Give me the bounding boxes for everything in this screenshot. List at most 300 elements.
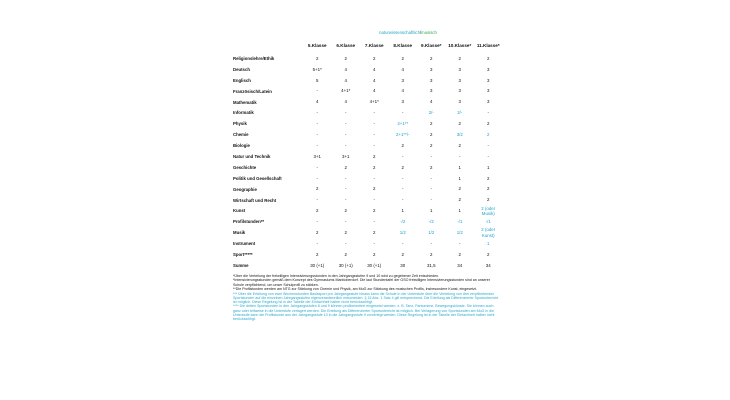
hours-value: 3 xyxy=(487,77,490,83)
hours-value: 2 xyxy=(430,164,433,170)
hours-value: 2 xyxy=(401,164,404,170)
hours-cell xyxy=(332,184,361,195)
header-grade: 9.Klasse* xyxy=(421,43,442,48)
hours-value: 2 xyxy=(458,251,461,257)
hours-cell xyxy=(303,195,332,206)
hours-cell xyxy=(446,86,475,97)
hours-cell xyxy=(474,162,503,173)
hours-value: 3 xyxy=(458,88,461,94)
table-row xyxy=(233,260,503,271)
hours-value: - xyxy=(430,153,432,159)
hours-cell xyxy=(389,216,418,227)
hours-cell xyxy=(360,64,389,75)
hours-cell xyxy=(474,75,503,86)
hours-value: 30 (+1) xyxy=(338,262,353,268)
legend-separator: / xyxy=(419,30,422,35)
hours-cell xyxy=(303,107,332,118)
hours-cell xyxy=(303,173,332,184)
hours-cell xyxy=(446,238,475,249)
hours-value: 3 xyxy=(458,66,461,72)
hours-value: 2 xyxy=(316,55,319,61)
hours-value: - xyxy=(373,110,375,116)
hours-cell xyxy=(360,205,389,216)
hours-cell xyxy=(417,107,446,118)
hours-value: 2 xyxy=(487,55,490,61)
hours-value: 1 xyxy=(458,208,461,214)
hours-value: 4 xyxy=(316,99,319,105)
hours-cell xyxy=(446,53,475,64)
hours-cell xyxy=(389,173,418,184)
hours-value: 2 xyxy=(344,164,347,170)
header-grade: 6.Klasse xyxy=(336,43,356,48)
hours-cell xyxy=(446,216,475,227)
hours-value: 2 xyxy=(344,251,347,257)
hours-value: 30 (+1) xyxy=(310,262,325,268)
hours-cell xyxy=(332,86,361,97)
hours-cell xyxy=(389,118,418,129)
hours-value: 3 xyxy=(458,99,461,105)
footnote: *Über die Verteilung der freiwilligen Intensivierungsstunden in den Jahrgangsstufen 9 und 10 wird zu gegebener Zeit entschieden. xyxy=(233,273,440,278)
hours-cell xyxy=(332,260,361,271)
subject-label: Chemie xyxy=(233,132,249,138)
hours-cell xyxy=(474,97,503,108)
hours-value: - xyxy=(316,164,318,170)
table-row xyxy=(233,64,503,75)
hours-cell xyxy=(446,195,475,206)
hours-value: 2 xyxy=(373,186,376,192)
hours-cell xyxy=(389,249,418,260)
hours-value: 34 xyxy=(485,262,491,268)
hours-value: 3 xyxy=(430,66,433,72)
hours-cell xyxy=(389,227,418,238)
subject-label: Biologie xyxy=(233,143,250,149)
table-row xyxy=(233,195,503,206)
hours-cell xyxy=(446,249,475,260)
hours-cell xyxy=(389,195,418,206)
hours-value: 30 (+1) xyxy=(367,262,382,268)
hours-cell xyxy=(474,86,503,97)
hours-value: 2 xyxy=(458,186,461,192)
hours-cell xyxy=(303,129,332,140)
hours-cell xyxy=(446,118,475,129)
hours-value: 2 xyxy=(430,121,433,127)
hours-value: - xyxy=(459,153,461,159)
hours-cell xyxy=(417,227,446,238)
table-row xyxy=(233,227,503,238)
hours-value: - xyxy=(316,88,318,94)
hours-cell xyxy=(332,195,361,206)
hours-cell xyxy=(332,173,361,184)
hours-value: 5 xyxy=(316,77,319,83)
header-subject xyxy=(233,43,303,53)
subject-label: Religionslehre/Ethik xyxy=(233,55,275,61)
hours-value: 2 xyxy=(373,251,376,257)
hours-value: 3/2 xyxy=(456,131,463,137)
hours-cell xyxy=(389,260,418,271)
hours-value: 3+1 xyxy=(313,153,321,159)
hours-value: - xyxy=(316,197,318,203)
hours-value: 4+1* xyxy=(341,88,351,94)
subject-label: Wirtschaft und Recht xyxy=(233,197,277,203)
hours-value: 2 xyxy=(458,197,461,203)
hours-cell xyxy=(417,205,446,216)
hours-value: 2/- xyxy=(428,110,434,116)
table-row xyxy=(233,86,503,97)
hours-value: - xyxy=(345,121,347,127)
subject-label: Sport***** xyxy=(233,251,253,257)
hours-value: 1 xyxy=(458,175,461,181)
hours-value: 31,5 xyxy=(426,262,436,268)
hours-cell xyxy=(303,249,332,260)
hours-value: 2+1** xyxy=(397,121,409,127)
hours-cell xyxy=(474,238,503,249)
hours-value: 2 (oder Musik) xyxy=(481,205,496,216)
hours-cell xyxy=(360,260,389,271)
hours-value: 3 xyxy=(430,88,433,94)
hours-cell xyxy=(303,97,332,108)
hours-cell xyxy=(446,173,475,184)
hours-cell xyxy=(360,238,389,249)
hours-value: -/2 xyxy=(400,219,406,225)
hours-value: 2 xyxy=(430,131,433,137)
hours-value: - xyxy=(373,175,375,181)
hours-value: 2 xyxy=(373,55,376,61)
hours-cell xyxy=(417,86,446,97)
subject-label: Summe xyxy=(233,262,249,268)
footnote: *** Über die Erteilung von zwei Wochenstunden Basissport pro Jahrgangsstufe hinaus kann die Schule in der Unterstufe über die Verteilung von drei verpflichtenden Sportstunden auf die einzelnen Jahrgangsstufen eigenverantwortlich entscheiden. § 15 Abs. 1 Satz 4 gilt entsprechend. Die Erteilung als Differenzierter Sportunterricht ist möglich. Diese Regelung ist in der Tabelle der Einfachheit halber nicht berücksichtigt. xyxy=(233,291,499,304)
hours-value: - xyxy=(402,197,404,203)
hours-cell xyxy=(417,118,446,129)
hours-value: - xyxy=(430,175,432,181)
hours-cell xyxy=(303,151,332,162)
hours-value: 4+1* xyxy=(369,99,379,105)
table-row xyxy=(233,118,503,129)
hours-cell xyxy=(389,140,418,151)
hours-value: 2 xyxy=(430,251,433,257)
table-row xyxy=(233,151,503,162)
hours-cell xyxy=(389,86,418,97)
hours-cell xyxy=(360,129,389,140)
hours-cell xyxy=(360,151,389,162)
hours-cell xyxy=(332,107,361,118)
table-row xyxy=(233,184,503,195)
hours-cell xyxy=(332,118,361,129)
hours-cell xyxy=(360,107,389,118)
profile-legend xyxy=(313,30,503,35)
hours-cell xyxy=(389,162,418,173)
hours-value: 4 xyxy=(344,77,347,83)
hours-value: - xyxy=(345,186,347,192)
subject-label: Geschichte xyxy=(233,164,257,170)
hours-value: 34 xyxy=(457,262,463,268)
hours-cell xyxy=(474,173,503,184)
hours-cell xyxy=(446,162,475,173)
hours-cell xyxy=(360,216,389,227)
hours-cell xyxy=(332,64,361,75)
hours-value: 4 xyxy=(373,66,376,72)
subject-label: Geographie xyxy=(233,186,257,192)
hours-cell xyxy=(389,64,418,75)
hours-value: - xyxy=(316,175,318,181)
hours-cell xyxy=(417,195,446,206)
hours-value: 2 xyxy=(487,131,490,137)
hours-value: -/1 xyxy=(485,219,491,225)
hours-cell xyxy=(474,205,503,216)
hours-value: 1/2 xyxy=(399,229,406,235)
hours-value: 2 xyxy=(316,186,319,192)
hours-value: - xyxy=(345,219,347,225)
hours-value: 3 xyxy=(401,99,404,105)
subject-label: Englisch xyxy=(233,77,251,83)
hours-cell xyxy=(446,129,475,140)
hours-cell xyxy=(360,97,389,108)
hours-value: 3 xyxy=(487,99,490,105)
hours-cell xyxy=(332,162,361,173)
hours-value: 2 xyxy=(458,142,461,148)
hours-cell xyxy=(474,53,503,64)
hours-cell xyxy=(417,184,446,195)
hours-value: - xyxy=(402,240,404,246)
hours-value: - xyxy=(345,197,347,203)
hours-value: 2 xyxy=(458,55,461,61)
hours-cell xyxy=(360,118,389,129)
hours-value: - xyxy=(430,197,432,203)
hours-value: 2 xyxy=(373,153,376,159)
subject-label: Physik xyxy=(233,121,247,127)
header-grade: 7.Klasse xyxy=(364,43,384,48)
hours-value: 2/- xyxy=(457,110,463,116)
hours-cell xyxy=(303,140,332,151)
hours-cell xyxy=(474,64,503,75)
hours-cell xyxy=(474,227,503,238)
table-row xyxy=(233,97,503,108)
hours-cell xyxy=(360,162,389,173)
hours-value: 3 xyxy=(487,88,490,94)
hours-cell xyxy=(360,86,389,97)
hours-cell xyxy=(332,249,361,260)
hours-cell xyxy=(417,151,446,162)
hours-value: - xyxy=(316,219,318,225)
hours-cell xyxy=(446,227,475,238)
hours-value: 3 xyxy=(401,77,404,83)
hours-cell xyxy=(303,75,332,86)
timetable-grid xyxy=(233,43,503,271)
hours-cell xyxy=(417,75,446,86)
table-row xyxy=(233,53,503,64)
hours-cell xyxy=(474,129,503,140)
hours-value: 3 xyxy=(487,66,490,72)
hours-cell xyxy=(332,129,361,140)
hours-cell xyxy=(303,184,332,195)
hours-value: 2 xyxy=(344,229,347,235)
hours-cell xyxy=(417,260,446,271)
hours-cell xyxy=(417,129,446,140)
hours-value: - xyxy=(373,142,375,148)
hours-value: -/2 xyxy=(428,219,434,225)
hours-value: - xyxy=(316,110,318,116)
hours-cell xyxy=(303,238,332,249)
hours-value: 1 xyxy=(430,208,433,214)
hours-cell xyxy=(332,97,361,108)
subject-label: Profilstunden** xyxy=(233,219,265,225)
hours-cell xyxy=(474,140,503,151)
hours-value: 30 xyxy=(400,262,406,268)
hours-cell xyxy=(446,75,475,86)
hours-value: - xyxy=(316,131,318,137)
subject-label: Natur und Technik xyxy=(233,153,271,159)
hours-value: 2 xyxy=(401,55,404,61)
hours-value: - xyxy=(373,219,375,225)
hours-value: 2 xyxy=(401,251,404,257)
hours-value: 2 xyxy=(487,175,490,181)
hours-value: 4 xyxy=(401,66,404,72)
table-row xyxy=(233,162,503,173)
hours-cell xyxy=(389,238,418,249)
subject-label: Instrument xyxy=(233,241,256,247)
hours-value: - xyxy=(316,121,318,127)
hours-value: 4 xyxy=(401,88,404,94)
hours-cell xyxy=(303,118,332,129)
hours-value: - xyxy=(459,240,461,246)
hours-cell xyxy=(417,53,446,64)
hours-cell xyxy=(446,205,475,216)
hours-cell xyxy=(417,97,446,108)
hours-value: - xyxy=(430,186,432,192)
hours-cell xyxy=(360,173,389,184)
header-grade: 8.Klasse xyxy=(393,43,413,48)
hours-cell xyxy=(360,75,389,86)
hours-cell xyxy=(474,107,503,118)
footnote: **Die Profilstunden werden am NTG zur Stärkung von Chemie und Physik, am MuG zur Stärkung des musischen Profils, insbesondere Kunst, eingesetzt. xyxy=(233,287,477,292)
hours-cell xyxy=(332,205,361,216)
hours-value: 2 (oder Kunst) xyxy=(481,227,496,238)
hours-value: 2 xyxy=(487,251,490,257)
legend-music: musisch xyxy=(421,30,437,35)
hours-cell xyxy=(303,227,332,238)
subject-label: Mathematik xyxy=(233,99,257,105)
hours-cell xyxy=(417,162,446,173)
hours-cell xyxy=(417,216,446,227)
hours-cell xyxy=(360,227,389,238)
header-row xyxy=(233,43,503,53)
hours-value: - xyxy=(316,142,318,148)
hours-value: 2 xyxy=(373,229,376,235)
hours-value: - xyxy=(402,153,404,159)
hours-value: 4 xyxy=(430,99,433,105)
hours-value: 1 xyxy=(487,240,490,246)
hours-value: - xyxy=(316,240,318,246)
hours-value: - xyxy=(487,153,489,159)
hours-value: 4 xyxy=(344,66,347,72)
footnote: **** Die dritten Sportstunden in den Jahrgangsstufen 8 und 9 können profilorientiert eingesetzt werden, z. B. Tanz, Pantomime, Bewegungskünste. Sie können auch ganz oder teilweise in die Unterstufe verlagert werden. Die Erteilung als Differenzierter Sportunterricht ist möglich. Bei Verlagerung von Sportstunden am MuG in die Unterstufe kann die Profilstunde aus der Jahrgangsstufe 10 in die Jahrgangsstufe 9 vorverlegt werden. Diese Regelung ist in der Tabelle der Einfachheit halber nicht berücksichtigt. xyxy=(233,304,495,321)
table-row xyxy=(233,238,503,249)
hours-cell xyxy=(303,162,332,173)
hours-cell xyxy=(389,205,418,216)
hours-cell xyxy=(474,118,503,129)
header-grade: 11.Klasse* xyxy=(476,43,500,48)
hours-cell xyxy=(474,260,503,271)
hours-value: - xyxy=(430,240,432,246)
hours-value: - xyxy=(402,110,404,116)
hours-value: 2 xyxy=(487,121,490,127)
hours-cell xyxy=(332,53,361,64)
table-row xyxy=(233,173,503,184)
subject-label: Informatik xyxy=(233,110,254,116)
hours-cell xyxy=(474,151,503,162)
hours-cell xyxy=(446,184,475,195)
hours-cell xyxy=(360,53,389,64)
hours-value: 3+1 xyxy=(342,153,350,159)
hours-value: 1/2 xyxy=(456,229,463,235)
hours-value: 2+1**/- xyxy=(395,131,410,137)
hours-cell xyxy=(360,140,389,151)
hours-cell xyxy=(332,216,361,227)
hours-value: - xyxy=(373,131,375,137)
hours-value: - xyxy=(487,110,489,116)
table-row xyxy=(233,140,503,151)
hours-cell xyxy=(303,260,332,271)
hours-value: 2 xyxy=(344,208,347,214)
hours-cell xyxy=(446,140,475,151)
hours-cell xyxy=(417,140,446,151)
hours-value: 1 xyxy=(458,164,461,170)
hours-cell xyxy=(332,238,361,249)
table-row xyxy=(233,129,503,140)
hours-cell xyxy=(332,75,361,86)
hours-cell xyxy=(417,173,446,184)
hours-value: - xyxy=(373,240,375,246)
table-row xyxy=(233,205,503,216)
hours-value: - xyxy=(487,142,489,148)
hours-value: 2 xyxy=(430,55,433,61)
hours-value: - xyxy=(345,175,347,181)
hours-value: 4 xyxy=(373,77,376,83)
hours-value: 1 xyxy=(487,164,490,170)
hours-cell xyxy=(474,216,503,227)
hours-value: 3 xyxy=(458,77,461,83)
footnotes xyxy=(233,274,501,321)
hours-value: 1/2 xyxy=(428,229,435,235)
hours-cell xyxy=(303,86,332,97)
hours-cell xyxy=(360,195,389,206)
hours-value: - xyxy=(402,175,404,181)
hours-value: - xyxy=(373,197,375,203)
hours-cell xyxy=(360,249,389,260)
hours-cell xyxy=(446,107,475,118)
subject-label: Musik xyxy=(233,230,246,236)
hours-value: 4 xyxy=(344,99,347,105)
hours-cell xyxy=(474,249,503,260)
hours-cell xyxy=(332,151,361,162)
hours-value: 2 xyxy=(373,208,376,214)
hours-cell xyxy=(389,184,418,195)
hours-cell xyxy=(474,184,503,195)
table-row xyxy=(233,75,503,86)
hours-value: 2 xyxy=(316,208,319,214)
subject-label: Französisch/Latein xyxy=(233,88,272,94)
hours-cell xyxy=(332,140,361,151)
footnote: *Intensivierungsstunden gemäß dem Konzept des Gymnasiums Marktoberdorf. Die laut Stundentafel der GSO freiwilligen Intensivierungsstunden sind an unserer Schule verpflichtend, um unser Schulprofil zu stärken. xyxy=(233,278,490,287)
hours-cell xyxy=(303,64,332,75)
hours-cell xyxy=(417,238,446,249)
hours-value: 2 xyxy=(344,55,347,61)
hours-cell xyxy=(389,107,418,118)
subject-label: Kunst xyxy=(233,208,246,214)
header-grade: 10.Klasse* xyxy=(448,43,472,48)
hours-cell xyxy=(474,195,503,206)
table-row xyxy=(233,216,503,227)
hours-value: - xyxy=(345,131,347,137)
